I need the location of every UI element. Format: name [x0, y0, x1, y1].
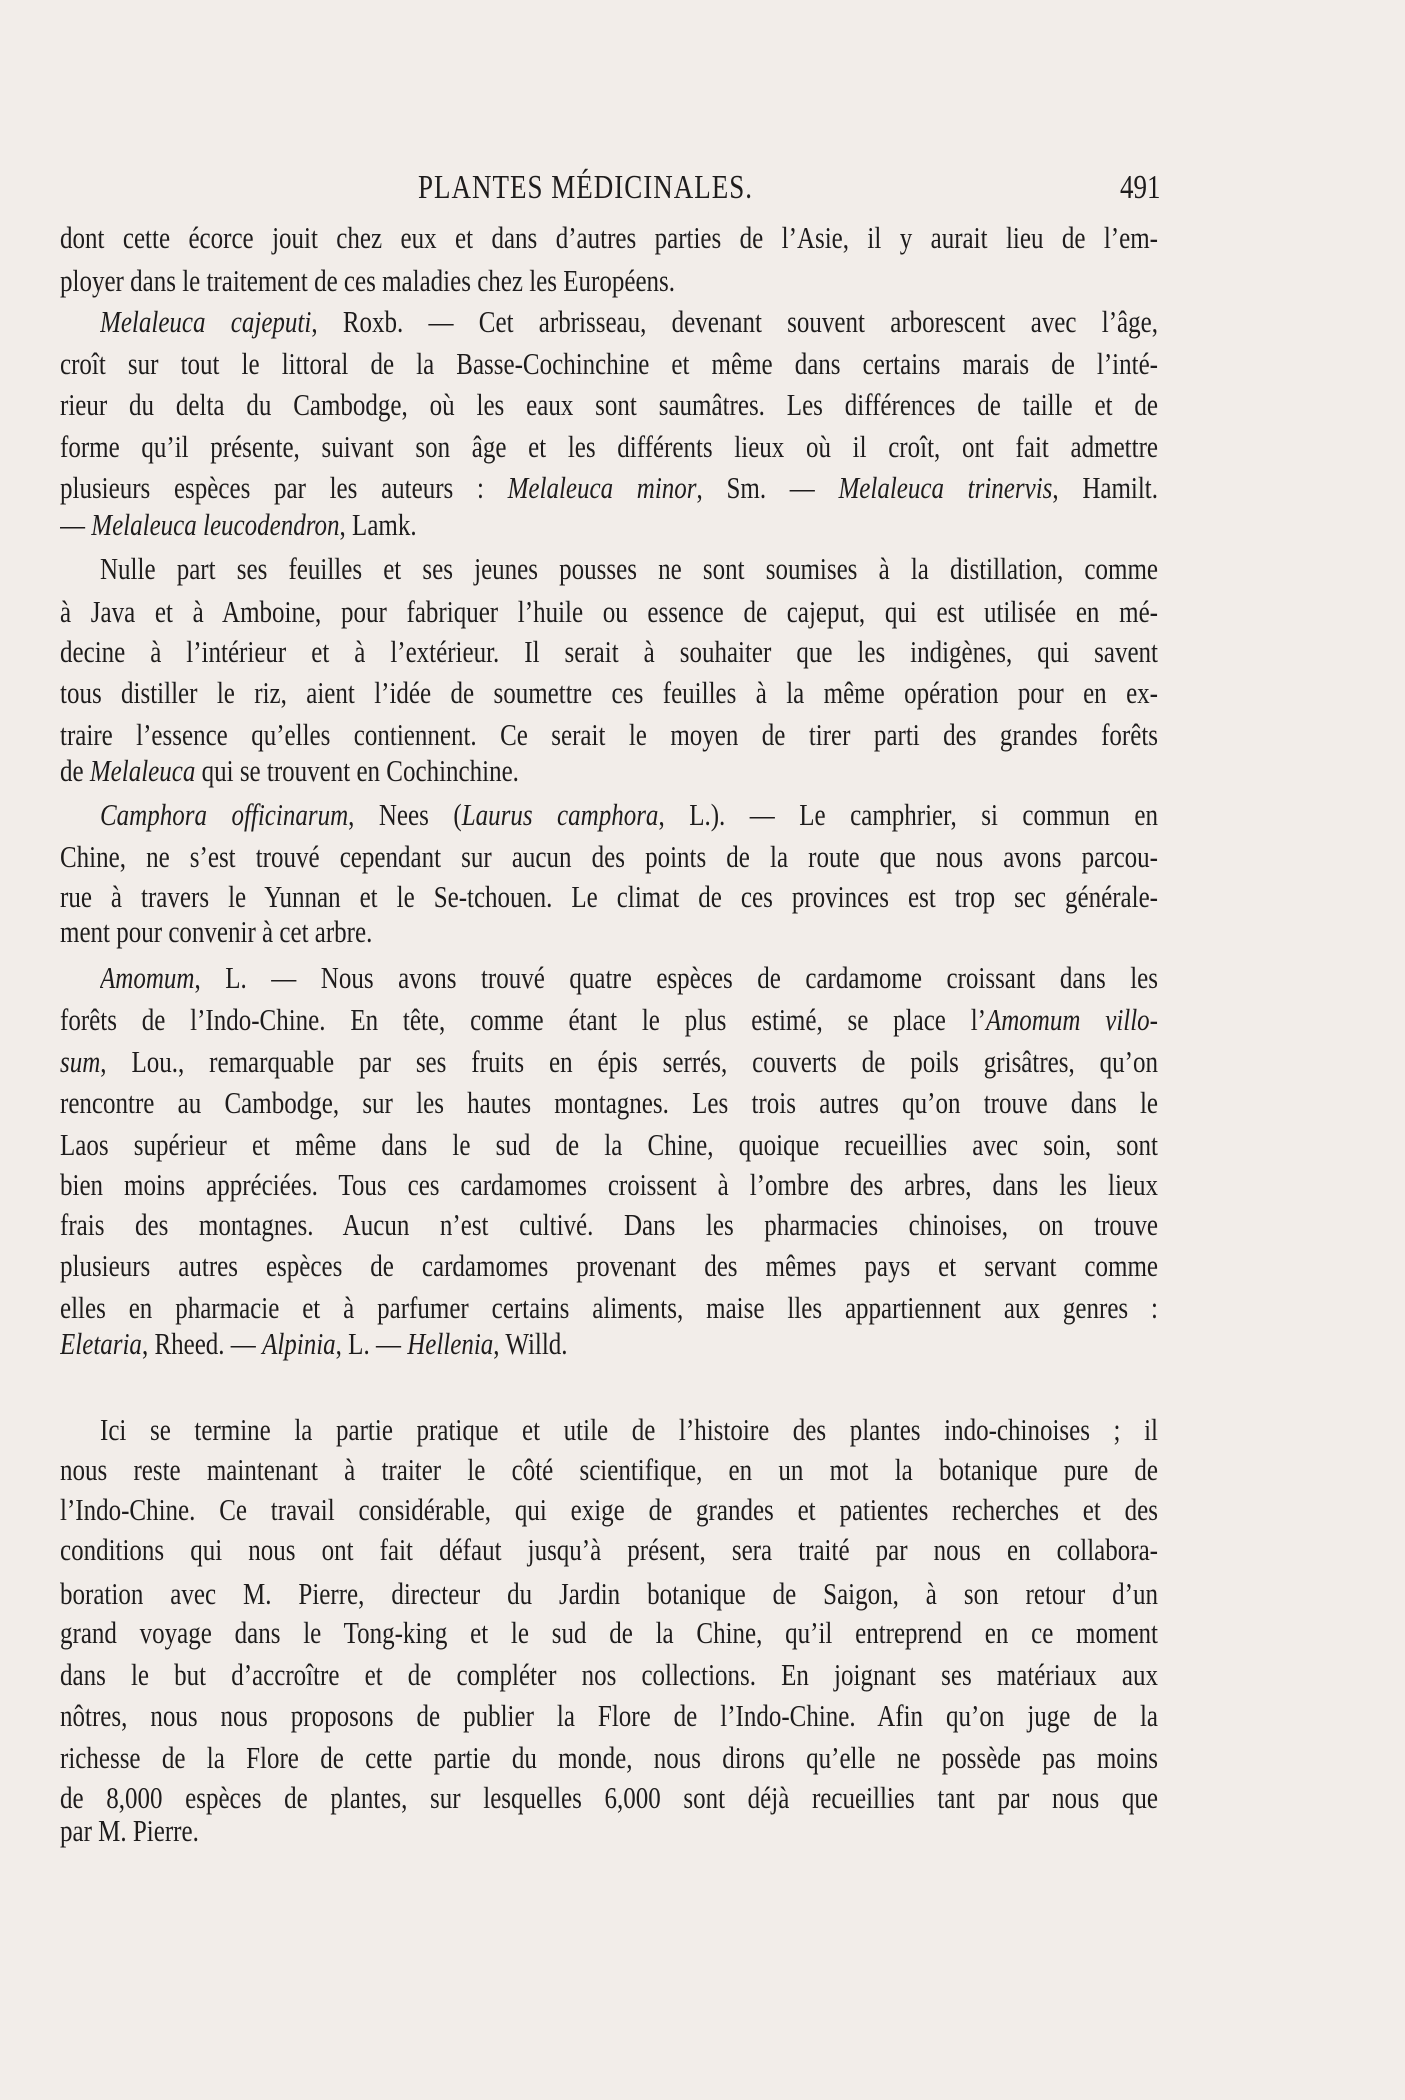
text-line: [60, 388, 1158, 425]
text-line: [60, 915, 1158, 952]
text-segment: rue à travers le Yunnan et le Se-tchouen. Le climat de ces provinces est trop sec générale-: [60, 881, 1158, 915]
text-line: [60, 508, 1158, 545]
text-segment: dans le but d’accroître et de compléter nos collections. En joignant ses matériaux aux: [60, 1659, 1158, 1693]
italic-text: Melaleuca trinervis: [838, 472, 1053, 506]
text-segment: Chine, ne s’est trouvé cependant sur aucun des points de la route que nous avons parcou-: [60, 841, 1158, 875]
text-line: [100, 798, 1158, 835]
text-segment: l’Indo-Chine. Ce travail considérable, qui exige de grandes et patientes recherches et des: [60, 1494, 1158, 1528]
text-segment: , Lou., remarquable par ses fruits en épis serrés, couverts de poils grisâtres, qu’on: [100, 1046, 1158, 1080]
text-segment: croît sur tout le littoral de la Basse-Cochinchine et même dans certains marais de l’inté-: [60, 348, 1158, 382]
italic-text: sum: [60, 1046, 101, 1080]
text-segment: —: [60, 509, 92, 543]
text-segment: elles en pharmacie et à parfumer certains aliments, maise lles appartiennent aux genres :: [60, 1292, 1158, 1326]
text-line: [60, 1045, 1158, 1082]
italic-text: Melaleuca: [89, 755, 196, 789]
text-line: [100, 305, 1158, 342]
text-segment: rencontre au Cambodge, sur les hautes montagnes. Les trois autres qu’on trouve dans le: [60, 1087, 1158, 1121]
text-line: [60, 347, 1158, 384]
italic-text: Hellenia: [407, 1328, 494, 1362]
text-line: [60, 1086, 1158, 1123]
text-segment: ployer dans le traitement de ces maladies chez les Européens.: [60, 265, 676, 299]
text-line: [60, 221, 1158, 258]
text-line: [60, 1168, 1158, 1205]
text-segment: , Lamk.: [339, 509, 417, 543]
text-segment: traire l’essence qu’elles contiennent. Ce serait le moyen de tirer parti des grandes forêts: [60, 719, 1158, 753]
text-segment: rieur du delta du Cambodge, où les eaux sont saumâtres. Les différences de taille et de: [60, 389, 1158, 423]
text-segment: ment pour convenir à cet arbre.: [60, 916, 373, 950]
text-segment: richesse de la Flore de cette partie du monde, nous dirons qu’elle ne possède pas moins: [60, 1742, 1158, 1776]
page-number: 491: [1120, 168, 1161, 206]
text-line: [60, 595, 1158, 632]
italic-text: Amomum villo-: [985, 1004, 1158, 1038]
text-segment: de: [60, 755, 90, 789]
text-line: [60, 430, 1158, 467]
text-segment: bien moins appréciées. Tous ces cardamomes croissent à l’ombre des arbres, dans les lieux: [60, 1169, 1158, 1203]
text-line: [60, 1814, 1158, 1851]
text-segment: boration avec M. Pierre, directeur du Jardin botanique de Saigon, à son retour d’un: [60, 1578, 1158, 1612]
text-line: [60, 1616, 1158, 1653]
text-line: [60, 471, 1158, 508]
text-segment: , Nees (: [348, 799, 462, 833]
text-line: [60, 840, 1158, 877]
text-segment: forêts de l’Indo-Chine. En tête, comme étant le plus estimé, se place l’: [60, 1004, 986, 1038]
text-line: [60, 1533, 1158, 1570]
text-line: [60, 1249, 1158, 1286]
text-segment: conditions qui nous ont fait défaut jusqu’à présent, sera traité par nous en collabora-: [60, 1534, 1158, 1568]
text-segment: Laos supérieur et même dans le sud de la Chine, quoique recueillies avec soin, sont: [60, 1129, 1158, 1163]
text-segment: forme qu’il présente, suivant son âge et les différents lieux où il croît, ont fait admettre: [60, 431, 1158, 465]
text-segment: qui se trouvent en Cochinchine.: [195, 755, 519, 789]
text-line: [60, 1699, 1158, 1736]
text-line: [100, 552, 1158, 589]
text-line: [60, 1208, 1158, 1245]
text-segment: par M. Pierre.: [60, 1815, 199, 1849]
text-segment: , Hamilt.: [1052, 472, 1158, 506]
text-line: [60, 264, 1158, 301]
text-line: [60, 880, 1158, 917]
text-segment: plusieurs autres espèces de cardamomes provenant des mêmes pays et servant comme: [60, 1250, 1158, 1284]
text-line: [60, 635, 1158, 672]
text-segment: , Sm. —: [696, 472, 839, 506]
text-segment: tous distiller le riz, aient l’idée de soumettre ces feuilles à la même opération pour en ex-: [60, 677, 1158, 711]
text-segment: , L. —: [335, 1328, 408, 1362]
italic-text: Melaleuca minor: [507, 472, 697, 506]
text-segment: nous reste maintenant à traiter le côté scientifique, en un mot la botanique pure de: [60, 1454, 1158, 1488]
text-segment: plusieurs espèces par les auteurs :: [60, 472, 508, 506]
text-segment: , L.). — Le camphrier, si commun en: [658, 799, 1158, 833]
italic-text: Eletaria: [60, 1328, 142, 1362]
text-line: [60, 1658, 1158, 1695]
text-segment: frais des montagnes. Aucun n’est cultivé. Dans les pharmacies chinoises, on trouve: [60, 1209, 1158, 1243]
italic-text: Amomum: [100, 962, 195, 996]
text-segment: , Willd.: [493, 1328, 568, 1362]
text-line: [60, 676, 1158, 713]
text-segment: à Java et à Amboine, pour fabriquer l’huile ou essence de cajeput, qui est utilisée en mé-: [60, 596, 1158, 630]
text-line: [60, 754, 1158, 791]
text-segment: , Rheed. —: [141, 1328, 263, 1362]
text-line: [60, 1781, 1158, 1818]
text-line: [60, 1003, 1158, 1040]
text-segment: de 8,000 espèces de plantes, sur lesquelles 6,000 sont déjà recueillies tant par nous que: [60, 1782, 1158, 1816]
text-line: [60, 718, 1158, 755]
italic-text: Melaleuca leucodendron: [91, 509, 340, 543]
italic-text: Laurus camphora: [461, 799, 659, 833]
text-line: [100, 1413, 1158, 1450]
text-segment: , L. — Nous avons trouvé quatre espèces de cardamome croissant dans les: [194, 962, 1158, 996]
text-line: [60, 1291, 1158, 1328]
italic-text: Camphora officinarum: [100, 799, 349, 833]
italic-text: Melaleuca cajeputi: [100, 306, 312, 340]
text-segment: decine à l’intérieur et à l’extérieur. Il serait à souhaiter que les indigènes, qui savent: [60, 636, 1158, 670]
text-segment: nôtres, nous nous proposons de publier la Flore de l’Indo-Chine. Afin qu’on juge de la: [60, 1700, 1158, 1734]
text-line: [60, 1128, 1158, 1165]
text-segment: dont cette écorce jouit chez eux et dans d’autres parties de l’Asie, il y aurait lieu de l’em-: [60, 222, 1158, 256]
text-line: [60, 1453, 1158, 1490]
text-segment: grand voyage dans le Tong-king et le sud de la Chine, qu’il entreprend en ce moment: [60, 1617, 1158, 1651]
running-title: PLANTES MÉDICINALES.: [418, 168, 753, 206]
text-line: [60, 1327, 1158, 1364]
text-segment: Nulle part ses feuilles et ses jeunes pousses ne sont soumises à la distillation, comme: [100, 553, 1158, 587]
text-segment: , Roxb. — Cet arbrisseau, devenant souvent arborescent avec l’âge,: [311, 306, 1158, 340]
italic-text: Alpinia: [262, 1328, 336, 1362]
text-segment: Ici se termine la partie pratique et utile de l’histoire des plantes indo-chinoises ; il: [100, 1414, 1158, 1448]
text-line: [60, 1741, 1158, 1778]
text-line: [100, 961, 1158, 998]
text-line: [60, 1577, 1158, 1614]
text-line: [60, 1493, 1158, 1530]
